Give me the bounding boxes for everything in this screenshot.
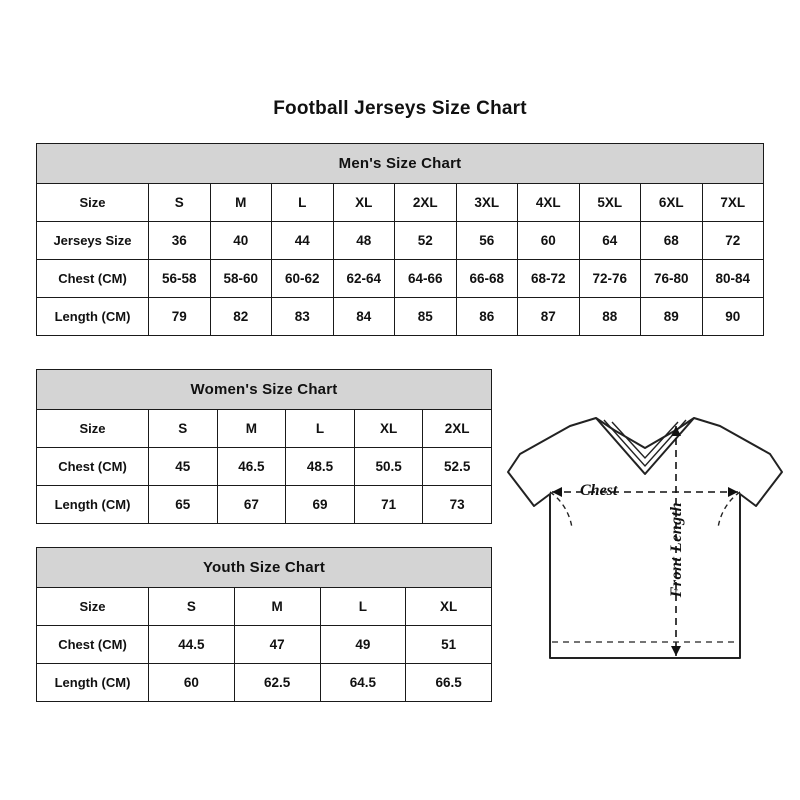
table-cell: XL (354, 410, 423, 448)
table-header-row (37, 144, 764, 184)
table-cell: 45 (149, 448, 218, 486)
table-cell: 46.5 (217, 448, 286, 486)
table-cell: 88 (579, 298, 641, 336)
table-row (37, 222, 764, 260)
table-cell: 68-72 (518, 260, 580, 298)
table-cell: 64 (579, 222, 641, 260)
table-header-row (37, 548, 492, 588)
table-cell: 2XL (423, 410, 492, 448)
table-cell: L (320, 588, 406, 626)
table-cell: 69 (286, 486, 355, 524)
youth-size-chart (36, 547, 492, 702)
table-row (37, 588, 492, 626)
table-cell: 62-64 (333, 260, 395, 298)
table-row (37, 298, 764, 336)
table-cell: 89 (641, 298, 703, 336)
table-cell: 48.5 (286, 448, 355, 486)
table-cell: L (286, 410, 355, 448)
table-row (37, 410, 492, 448)
table-row (37, 184, 764, 222)
chest-measure-label: Chest (580, 482, 618, 499)
table-cell: 68 (641, 222, 703, 260)
row-label: Length (CM) (37, 298, 149, 336)
page-title: Football Jerseys Size Chart (273, 98, 527, 119)
table-cell: 66.5 (406, 664, 492, 702)
table-cell: 64-66 (395, 260, 457, 298)
table-cell: 4XL (518, 184, 580, 222)
table-cell: 64.5 (320, 664, 406, 702)
table-row (37, 448, 492, 486)
table-cell: 76-80 (641, 260, 703, 298)
table-cell: 80-84 (702, 260, 764, 298)
table-cell: 60-62 (272, 260, 334, 298)
row-label: Jerseys Size (37, 222, 149, 260)
table-cell: M (234, 588, 320, 626)
table-cell: 56-58 (149, 260, 211, 298)
table-cell: 90 (702, 298, 764, 336)
table-cell: 60 (149, 664, 235, 702)
table-cell: 40 (210, 222, 272, 260)
table-cell: 5XL (579, 184, 641, 222)
table-cell: 83 (272, 298, 334, 336)
table-cell: 72-76 (579, 260, 641, 298)
row-label: Chest (CM) (37, 448, 149, 486)
table-cell: 58-60 (210, 260, 272, 298)
womens-section-heading: Women's Size Chart (37, 370, 492, 410)
mens-size-table (36, 143, 764, 336)
table-row (37, 664, 492, 702)
row-label: Length (CM) (37, 664, 149, 702)
row-label: Chest (CM) (37, 260, 149, 298)
table-cell: 56 (456, 222, 518, 260)
table-cell: 49 (320, 626, 406, 664)
table-cell: XL (333, 184, 395, 222)
table-cell: S (149, 184, 211, 222)
tshirt-icon (500, 396, 790, 696)
tshirt-measurement-diagram (500, 396, 790, 696)
table-cell: 66-68 (456, 260, 518, 298)
table-cell: XL (406, 588, 492, 626)
table-cell: 2XL (395, 184, 457, 222)
womens-size-table (36, 369, 492, 524)
table-cell: 72 (702, 222, 764, 260)
table-cell: 60 (518, 222, 580, 260)
mens-size-chart (36, 143, 764, 336)
row-label: Chest (CM) (37, 626, 149, 664)
table-cell: 52.5 (423, 448, 492, 486)
table-cell: 84 (333, 298, 395, 336)
table-cell: 71 (354, 486, 423, 524)
table-cell: 3XL (456, 184, 518, 222)
table-row (37, 486, 492, 524)
table-cell: 65 (149, 486, 218, 524)
table-cell: 62.5 (234, 664, 320, 702)
table-cell: 6XL (641, 184, 703, 222)
table-cell: 44 (272, 222, 334, 260)
table-header-row (37, 370, 492, 410)
row-label: Size (37, 184, 149, 222)
youth-size-table (36, 547, 492, 702)
table-row (37, 260, 764, 298)
row-label: Size (37, 410, 149, 448)
row-label: Length (CM) (37, 486, 149, 524)
table-cell: 87 (518, 298, 580, 336)
table-cell: M (217, 410, 286, 448)
table-cell: 73 (423, 486, 492, 524)
table-cell: 47 (234, 626, 320, 664)
table-cell: L (272, 184, 334, 222)
table-cell: 51 (406, 626, 492, 664)
front-length-measure-label: Front Length (668, 502, 685, 598)
table-cell: 52 (395, 222, 457, 260)
table-row (37, 626, 492, 664)
table-cell: 86 (456, 298, 518, 336)
table-cell: 48 (333, 222, 395, 260)
table-cell: 7XL (702, 184, 764, 222)
table-cell: 82 (210, 298, 272, 336)
table-cell: 85 (395, 298, 457, 336)
womens-size-chart (36, 369, 492, 524)
table-cell: S (149, 410, 218, 448)
table-cell: S (149, 588, 235, 626)
youth-section-heading: Youth Size Chart (37, 548, 492, 588)
table-cell: 67 (217, 486, 286, 524)
mens-section-heading: Men's Size Chart (37, 144, 764, 184)
table-cell: M (210, 184, 272, 222)
table-cell: 44.5 (149, 626, 235, 664)
row-label: Size (37, 588, 149, 626)
table-cell: 50.5 (354, 448, 423, 486)
table-cell: 36 (149, 222, 211, 260)
table-cell: 79 (149, 298, 211, 336)
